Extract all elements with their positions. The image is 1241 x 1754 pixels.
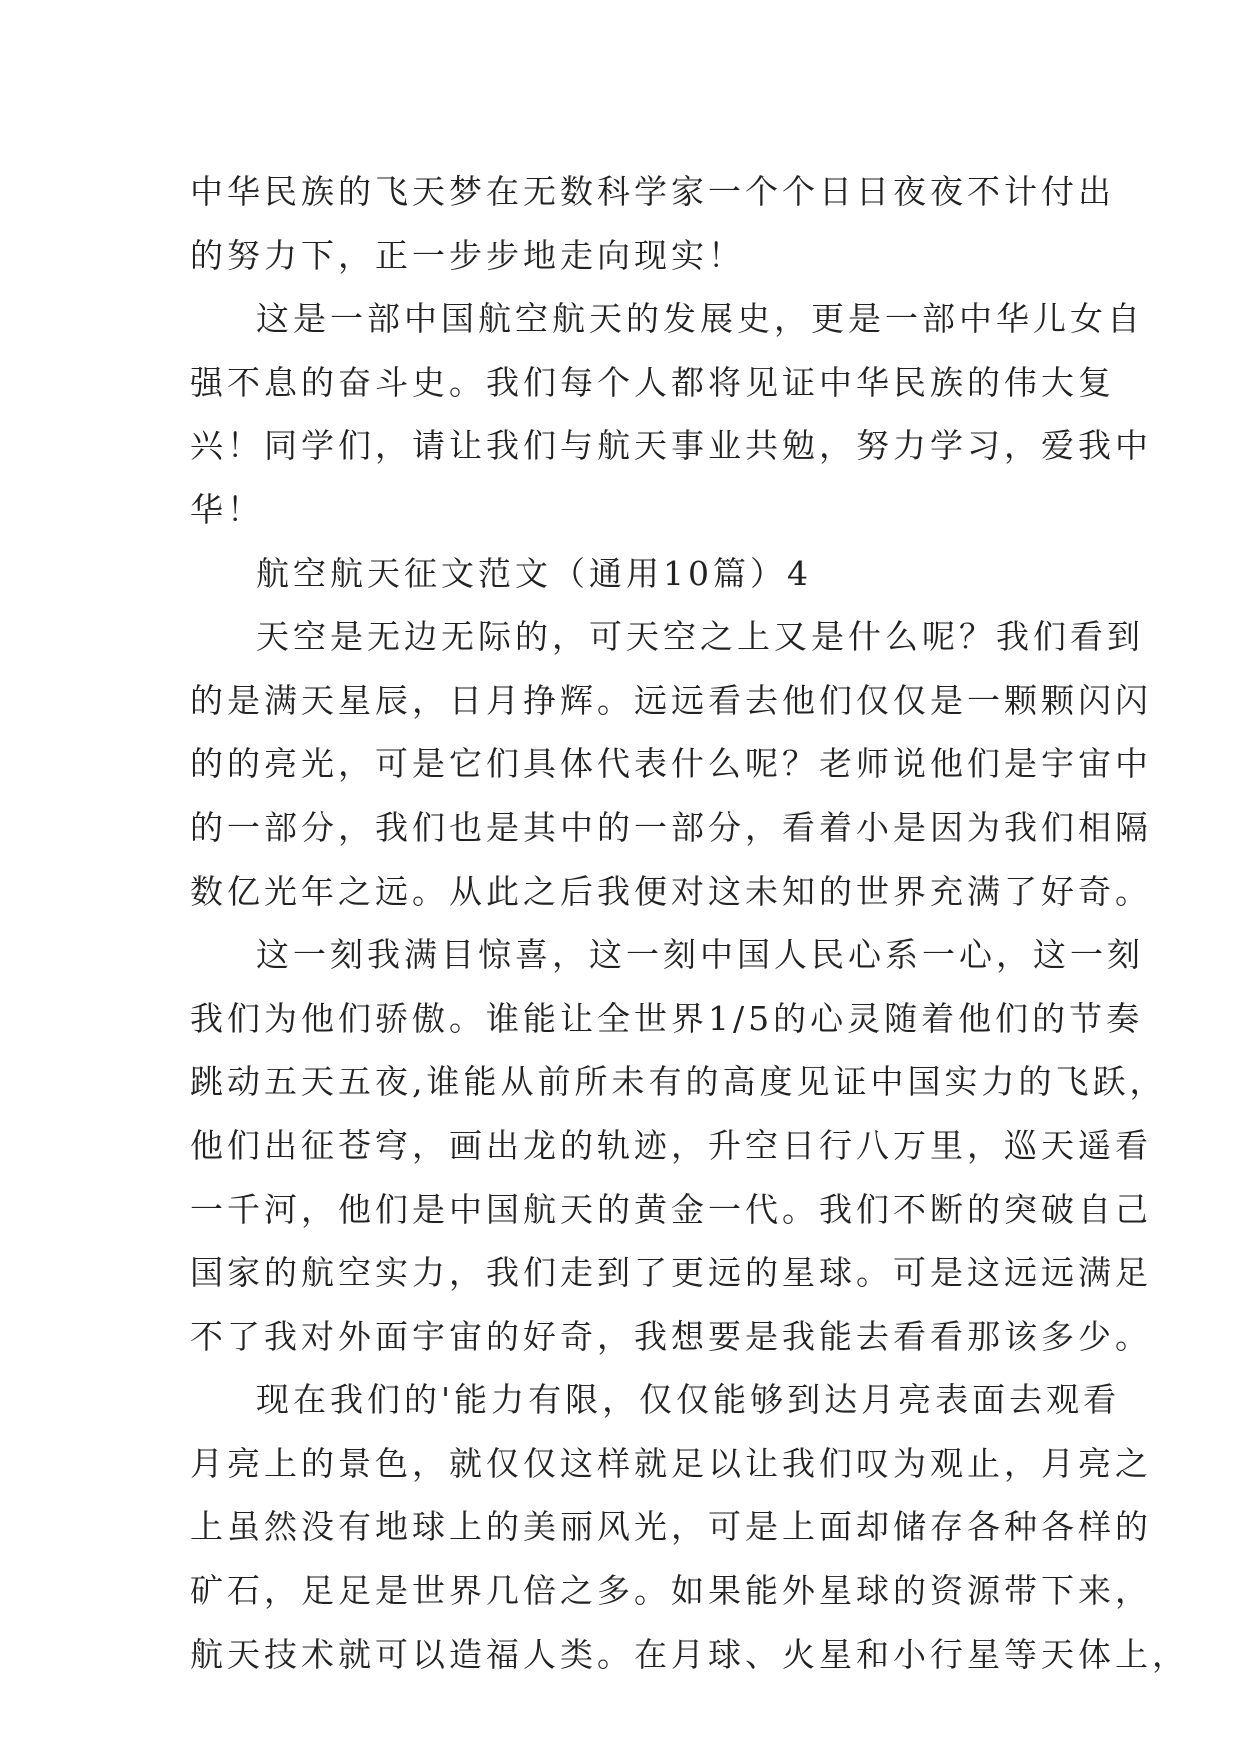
paragraph-first-line: 这是一部中国航空航天的发展史，更是一部中华儿女自	[256, 299, 1144, 339]
text-line: 的一部分，我们也是其中的一部分，看着小是因为我们相隔	[190, 807, 1152, 847]
essay-body	[190, 160, 1189, 1686]
text-line: 强不息的奋斗史。我们每个人都将见证中华民族的伟大复	[190, 362, 1115, 402]
text-line: 航天技术就可以造福人类。在月球、火星和小行星等天体上，	[190, 1634, 1189, 1674]
text-line: 一千河，他们是中国航天的黄金一代。我们不断的突破自己	[190, 1189, 1152, 1229]
paragraph-first-line: 这一刻我满目惊喜，这一刻中国人民心系一心，这一刻	[256, 935, 1144, 975]
text-line: 的是满天星辰，日月挣辉。远远看去他们仅仅是一颗颗闪闪	[190, 680, 1152, 720]
text-line: 不了我对外面宇宙的好奇，我想要是我能去看看那该多少。	[190, 1316, 1152, 1356]
text-line: 中华民族的飞天梦在无数科学家一个个日日夜夜不计付出	[190, 172, 1115, 211]
text-line: 兴！同学们，请让我们与航天事业共勉，努力学习，爱我中	[190, 426, 1152, 466]
text-line: 的的亮光，可是它们具体代表什么呢？老师说他们是宇宙中	[190, 744, 1152, 784]
text-line: 他们出征苍穹，画出龙的轨迹，升空日行八万里，巡天遥看	[190, 1125, 1152, 1165]
text-line: 上虽然没有地球上的美丽风光，可是上面却储存各种各样的	[190, 1507, 1152, 1547]
paragraph-first-line: 现在我们的'能力有限，仅仅能够到达月亮表面去观看	[256, 1380, 1121, 1420]
text-line: 华！	[190, 489, 264, 529]
paragraph-first-line: 天空是无边无际的，可天空之上又是什么呢？我们看到	[256, 617, 1144, 657]
text-line: 的努力下，正一步步地走向现实！	[190, 235, 745, 275]
text-line: 国家的航空实力，我们走到了更远的星球。可是这远远满足	[190, 1253, 1152, 1293]
text-line: 月亮上的景色，就仅仅这样就足以让我们叹为观止，月亮之	[190, 1443, 1152, 1483]
text-line: 跳动五天五夜,谁能从前所未有的高度见证中国实力的飞跃，	[190, 1062, 1167, 1102]
section-heading: 航空航天征文范文（通用10篇）4	[256, 553, 812, 593]
text-line: 数亿光年之远。从此之后我便对这未知的世界充满了好奇。	[190, 871, 1152, 911]
text-line: 矿石，足足是世界几倍之多。如果能外星球的资源带下来，	[190, 1571, 1152, 1611]
text-line: 我们为他们骄傲。谁能让全世界1/5的心灵随着他们的节奏	[190, 998, 1144, 1038]
